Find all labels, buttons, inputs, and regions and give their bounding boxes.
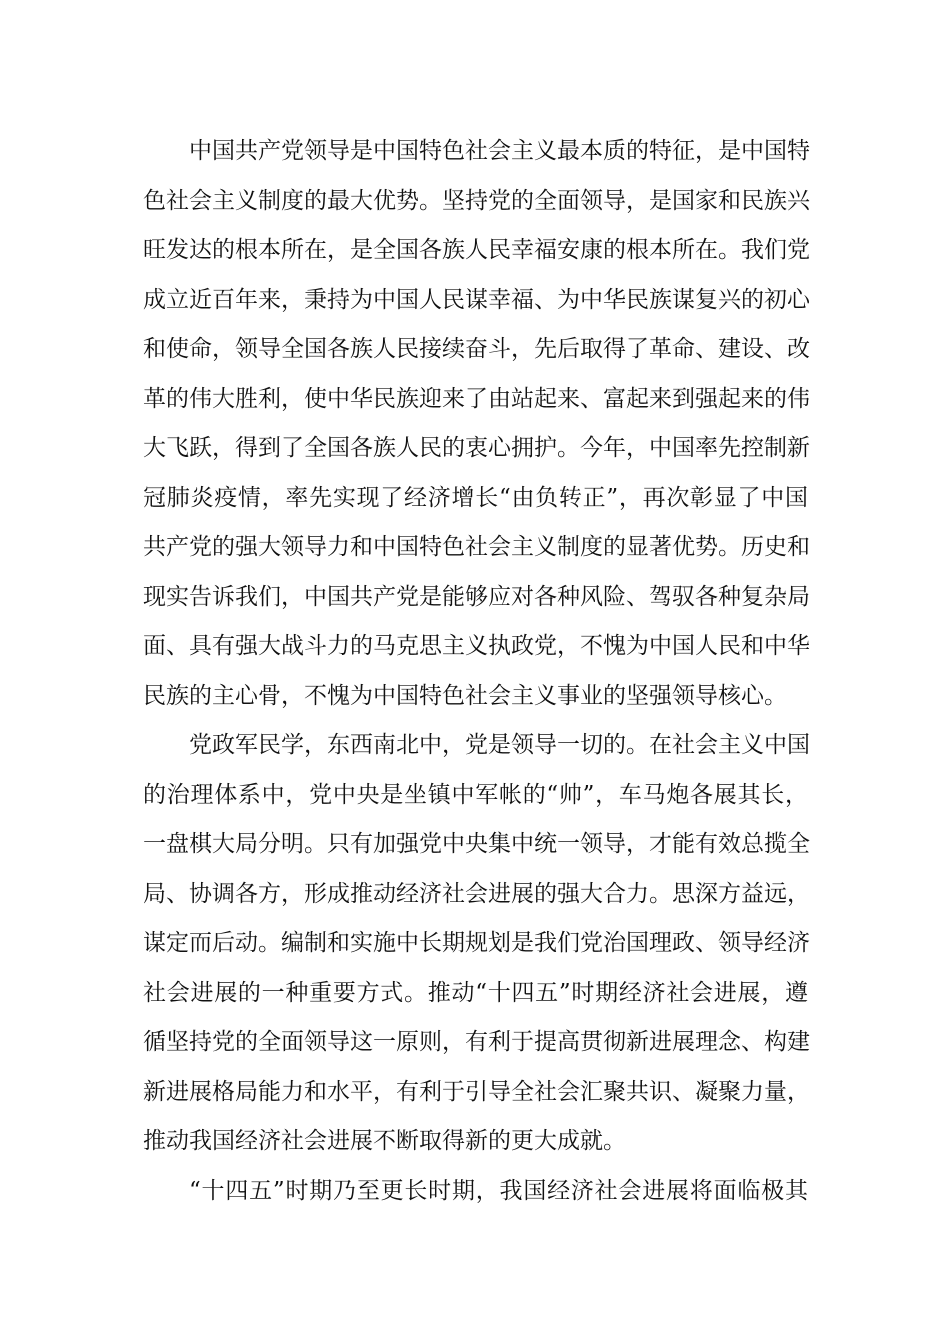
- text-line: 局、协调各方，形成推动经济社会进展的强大合力。思深方益远，: [143, 880, 810, 907]
- paragraph-1: [143, 127, 808, 721]
- text-line: 党政军民学，东西南北中，党是领导一切的。在社会主义中国: [189, 732, 810, 758]
- text-line: 共产党的强大领导力和中国特色社会主义制度的显著优势。历史和: [143, 534, 810, 560]
- paragraph-2: [143, 721, 808, 1167]
- text-line: 中国共产党领导是中国特色社会主义最本质的特征，是中国特: [189, 138, 810, 164]
- paragraph-3: [143, 1167, 808, 1217]
- text-line: 谋定而后动。编制和实施中长期规划是我们党治国理政、领导经济: [143, 930, 810, 956]
- text-line: 新进展格局能力和水平，有利于引导全社会汇聚共识、凝聚力量，: [143, 1078, 810, 1105]
- text-line: 循坚持党的全面领导这一原则，有利于提高贯彻新进展理念、构建: [143, 1029, 810, 1055]
- document-body: [143, 127, 808, 1216]
- text-line: 面、具有强大战斗力的马克思主义执政党，不愧为中国人民和中华: [143, 633, 810, 659]
- text-line: 冠肺炎疫情，率先实现了经济增长“由负转正”，再次彰显了中国: [143, 484, 808, 511]
- text-line: 一盘棋大局分明。只有加强党中央集中统一领导，才能有效总揽全: [143, 831, 810, 857]
- text-line: 成立近百年来，秉持为中国人民谋幸福、为中华民族谋复兴的初心: [143, 286, 810, 313]
- text-line: 旺发达的根本所在，是全国各族人民幸福安康的根本所在。我们党: [143, 237, 810, 263]
- text-line: 的治理体系中，党中央是坐镇中军帐的“帅”，车马炮各展其长，: [143, 781, 808, 808]
- text-line: 大飞跃，得到了全国各族人民的衷心拥护。今年，中国率先控制新: [143, 435, 810, 461]
- text-line: 现实告诉我们，中国共产党是能够应对各种风险、驾驭各种复杂局: [143, 583, 810, 610]
- text-line: 和使命，领导全国各族人民接续奋斗，先后取得了革命、建设、改: [143, 336, 810, 362]
- text-line: 民族的主心骨，不愧为中国特色社会主义事业的坚强领导核心。: [143, 682, 787, 709]
- text-line: 色社会主义制度的最大优势。坚持党的全面领导，是国家和民族兴: [143, 187, 810, 214]
- text-line: 推动我国经济社会进展不断取得新的更大成就。: [143, 1128, 626, 1154]
- text-line: 社会进展的一种重要方式。推动“十四五”时期经济社会进展，遵: [143, 979, 808, 1006]
- text-line: 革的伟大胜利，使中华民族迎来了由站起来、富起来到强起来的伟: [143, 385, 810, 412]
- text-line: “十四五”时期乃至更长时期，我国经济社会进展将面临极其: [189, 1177, 808, 1204]
